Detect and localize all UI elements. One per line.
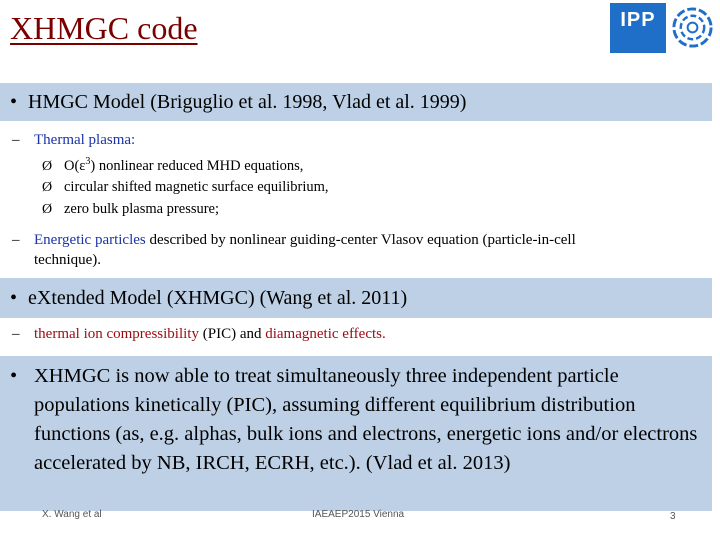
sub-thermal-plasma	[12, 130, 135, 150]
thermal-ion-text: thermal ion compressibility	[34, 326, 199, 342]
pic-text: (PIC) and	[198, 326, 266, 342]
ipp-ring-logo-icon	[670, 5, 715, 50]
arrow-bullet-icon: Ø	[42, 202, 53, 217]
ipp-logo-text: IPP	[620, 9, 656, 31]
energetic-particles-text-cont: technique).	[34, 252, 102, 268]
bullet-text: eXtended Model (XHMGC) (Wang et al. 2011)	[28, 287, 408, 309]
bullet-hmgc-model	[10, 91, 466, 114]
ipp-logo	[610, 3, 666, 53]
bullet-text: HMGC Model (Briguglio et al. 1998, Vlad et al. 1999)	[28, 91, 467, 113]
footer-author: X. Wang et al	[42, 509, 102, 520]
arrow-bullet-icon: Ø	[42, 158, 53, 174]
dash-icon: –	[12, 232, 20, 248]
thermal-plasma-label: Thermal plasma:	[34, 132, 136, 148]
bullet-xhmgc-capabilities	[10, 362, 710, 478]
energetic-particles-text: described by nonlinear guiding-center Vlasov equation (particle-in-cell	[145, 232, 576, 248]
arrow-item-equilibrium	[42, 179, 329, 196]
sub-thermal-ion	[12, 324, 386, 344]
arrow-item-text: zero bulk plasma pressure;	[64, 201, 220, 217]
bullet-icon: •	[10, 287, 18, 309]
bullet-icon: •	[10, 91, 18, 113]
sub-energetic-particles	[12, 230, 702, 270]
bullet-xhmgc-model	[10, 287, 407, 310]
bullet-text: XHMGC is now able to treat simultaneously three independent particle populations kinetically (PIC), assuming different equilibrium distribution functions (as, e.g. alphas, bulk ions and electrons, energetic ions and/or electrons accelerated by NB, IRCH, ECRH, etc.). (Vlad et al. 2013)	[34, 365, 698, 474]
arrow-item-text: circular shifted magnetic surface equilibrium,	[64, 179, 329, 195]
arrow-item-prefix: O(ε	[64, 157, 86, 174]
diamagnetic-text: diamagnetic effects.	[265, 326, 386, 342]
slide-title: XHMGC code	[10, 10, 198, 46]
arrow-item-mhd	[42, 156, 303, 175]
bullet-icon: •	[10, 365, 18, 387]
dash-icon: –	[12, 326, 20, 342]
arrow-item-sup: 3	[85, 156, 91, 167]
page-number: 3	[670, 511, 676, 522]
energetic-particles-label: Energetic particles	[34, 232, 146, 248]
arrow-item-suffix: ) nonlinear reduced MHD equations,	[90, 157, 304, 174]
arrow-item-pressure	[42, 201, 219, 218]
dash-icon: –	[12, 132, 20, 148]
arrow-bullet-icon: Ø	[42, 180, 53, 195]
footer-event: IAEAEP2015 Vienna	[312, 509, 405, 520]
